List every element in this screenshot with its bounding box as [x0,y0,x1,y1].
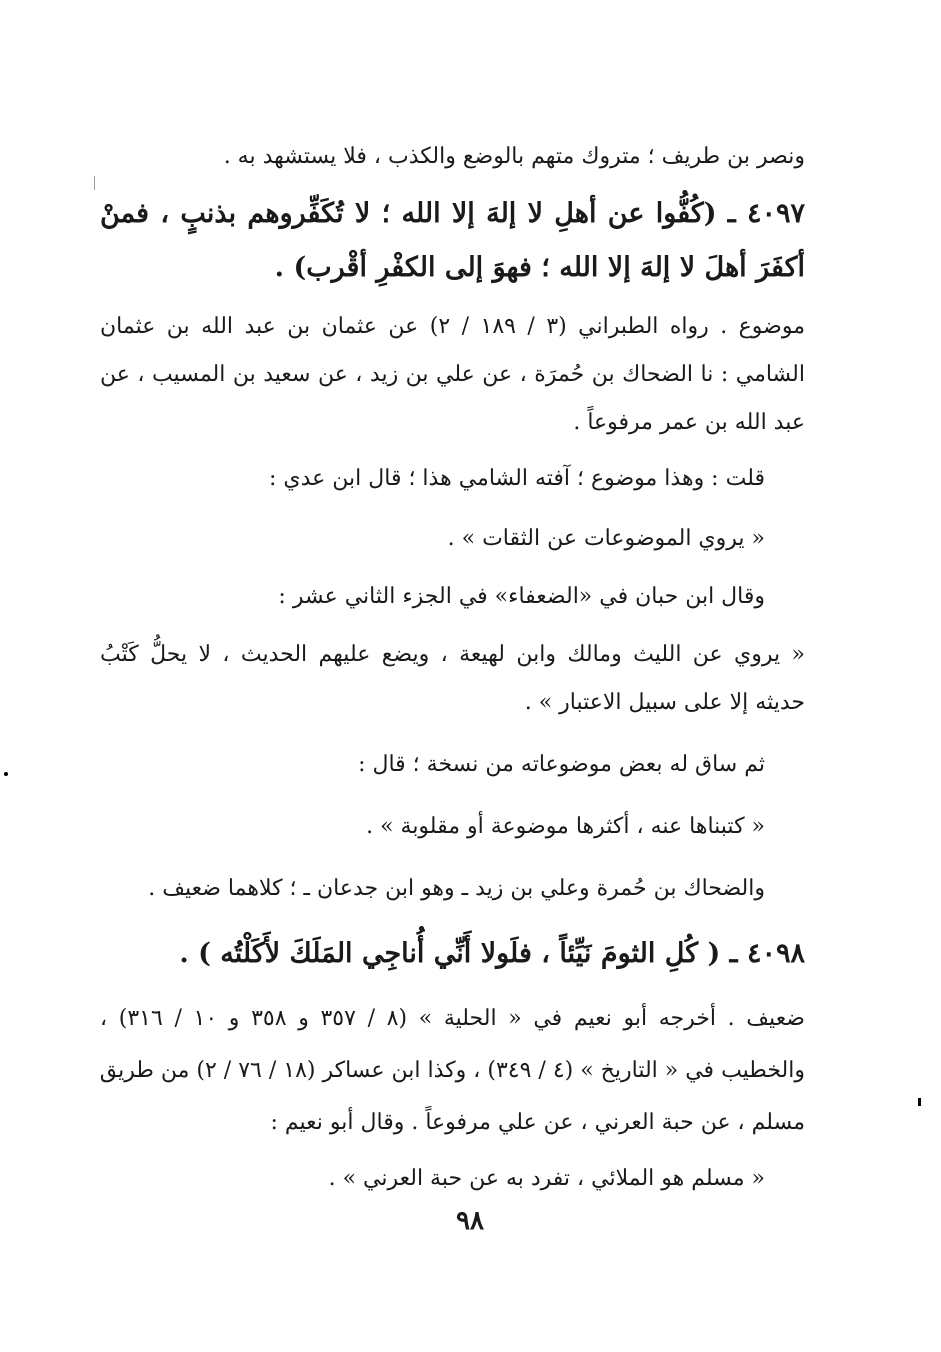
quote-line-10: « يروي عن الليث ومالك وابن لهيعة ، ويضع عليهم الحديث ، لا يحلُّ كَتْبُ [100,642,805,667]
text-line-16: ضعيف . أخرجه أبو نعيم في « الحلية » (٨ / ٣٥٧ و ٣٥٨ و ١٠ / ٣١٦) ، [100,1006,805,1031]
hadith-4098: ٤٠٩٨ ـ ( كُلِ الثومَ نَيِّئاً ، فلَولا أَنِّي أُناجِي المَلَكَ لأَكَلْتُه ) . [179,938,805,969]
quote-line-13: « كتبناها عنه ، أكثرها موضوعة أو مقلوبة » . [366,814,765,839]
text-line-1: ونصر بن طريف ؛ متروك متهم بالوضع والكذب ، فلا يستشهد به . [223,144,805,169]
text-line-9: وقال ابن حبان في «الضعفاء» في الجزء الثاني عشر : [278,584,765,609]
page-number: ٩٨ [456,1206,484,1236]
quote-line-11: حديثه إلا على سبيل الاعتبار » . [524,690,805,715]
scan-speck [94,176,95,190]
text-line-12: ثم ساق له بعض موضوعاته من نسخة ؛ قال : [358,752,765,777]
quote-line-8: « يروي الموضوعات عن الثقات » . [447,526,765,551]
text-line-18: مسلم ، عن حبة العرني ، عن علي مرفوعاً . وقال أبو نعيم : [270,1110,805,1135]
text-line-4: موضوع . رواه الطبراني (٣ / ١٨٩ / ٢) عن عثمان بن عبد الله بن عثمان [100,314,805,339]
hadith-4097-line-2: أكفَرَ أهلَ لا إلهَ إلا الله ؛ فهوَ إلى الكفْرِ أقْرب) . [274,252,805,283]
text-line-5: الشامي : نا الضحاك بن حُمرَة ، عن علي بن زيد ، عن سعيد بن المسيب ، عن [100,362,805,387]
text-line-17: والخطيب في « التاريخ » (٤ / ٣٤٩) ، وكذا ابن عساكر (١٨ / ٧٦ / ٢) من طريق [99,1058,805,1083]
scan-speck [918,1098,921,1106]
text-line-6: عبد الله بن عمر مرفوعاً . [573,410,805,435]
scan-speck [4,772,8,776]
text-line-7: قلت : وهذا موضوع ؛ آفته الشامي هذا ؛ قال ابن عدي : [268,466,765,491]
text-line-14: والضحاك بن حُمرة وعلي بن زيد ـ وهو ابن جدعان ـ ؛ كلاهما ضعيف . [148,876,765,901]
quote-line-19: « مسلم هو الملائي ، تفرد به عن حبة العرني » . [328,1166,765,1191]
hadith-4097-line-1: ٤٠٩٧ ـ (كُفُّوا عن أهلِ لا إلهَ إلا الله ؛ لا تُكَفِّروهم بذنبٍ ، فمنْ [100,198,805,229]
